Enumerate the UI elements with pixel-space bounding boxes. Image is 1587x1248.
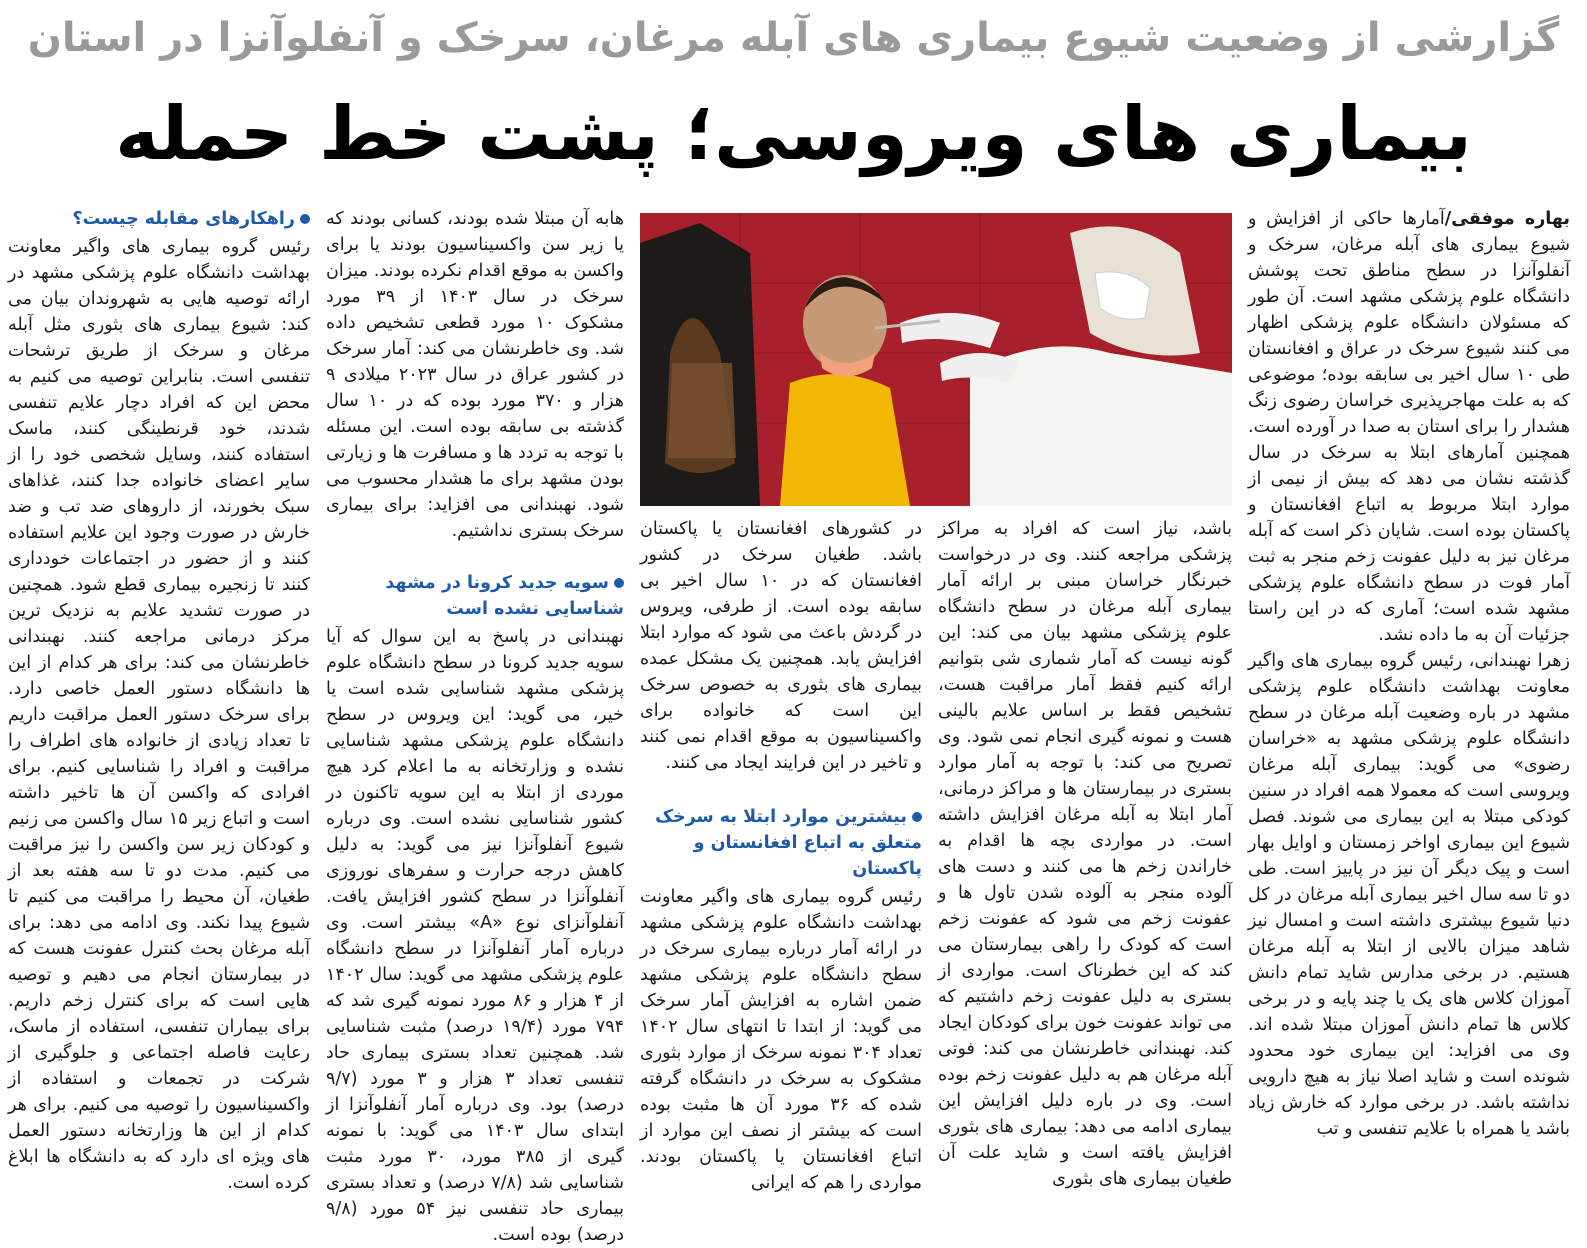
col3-paragraph-2: رئیس گروه بیماری های واگیر معاونت بهداشت دانشگاه علوم پزشکی مشهد در ارائه آمار درباره بیماری سرخک در سطح دانشگاه علوم پزشکی مشهد ضمن اشاره به افزایش آمار سرخک می گوید: از ابتدا تا انتهای سال ۱۴۰۲ تعداد ۳۰۴ نمونه سرخک از موارد بثوری مشکوک به سرخک در دانشگاه گرفته شده که ۳۶ مورد آن ها مثبت بوده است که بیشتر از نصف این موارد از اتباع افغانستان یا پاکستان بودند. مواردی را هم که ایرانی [640,887,923,1193]
photo-child-medical-exam-icon [640,213,1232,506]
bullet-icon [912,812,922,822]
article-column-3 [640,516,923,1193]
article-column-4 [326,206,625,1245]
article-photo [640,213,1232,506]
col5-paragraph-1: رئیس گروه بیماری های واگیر معاونت بهداشت دانشگاه علوم پزشکی مشهد در ارائه توصیه هایی به شهروندان بیان می کند: شیوع بیماری های بثوری مثل آبله مرغان و سرخک از طریق ترشحات تنفسی است. بنابراین توصیه می کنیم به محض این که افراد دچار علایم تنفسی شدند، خود قرنطینگی کنند، ماسک استفاده کنند، وسایل شخصی خود را از سایر اعضای خانواده جدا کنند، غذاهای سبک بخورند، از داروهای ضد تب و ضد خارش در صورت وجود این علایم استفاده کنند و از حضور در اجتماعات خودداری کنند تا زنجیره بیماری قطع شود. همچنین در صورت تشدید علایم به نزدیک ترین مرکز درمانی مراجعه کنند. نهبندانی خاطرنشان می کند: برای هر کدام از این ها دانشگاه دستور العمل خاصی دارد. برای سرخک دستور العمل مراقبت داریم تا تعداد زیادی از خانواده های اطراف را مراقبت و افراد را شناسایی کنیم. برای افرادی که واکسن آن ها تاخیر داشته است و اتباع زیر ۱۵ سال واکسن می زنیم و کودکان زیر سن واکسن را نیز مراقبت می کنیم. مدت دو تا سه هفته بعد از طغیان، آن محیط را مراقبت می کنیم تا شیوع پیدا نکند. وی ادامه می دهد: برای آبله مرغان بحث کنترل عفونت هست که در بیمارستان انجام می دهیم و توصیه هایی است که برای کنترل زخم داریم. برای بیماران تنفسی، استفاده از ماسک، رعایت فاصله اجتماعی و جلوگیری از شرکت در تجمعات و استفاده از واکسیناسیون را توصیه می کنیم. برای هر کدام از این ها وزارتخانه دستور العمل های ویژه ای دارد که به دانشگاه ها ابلاغ کرده است. [8,237,310,1193]
subhead-corona-variant: سویه جدید کرونا در مشهد شناسایی نشده است [385,573,624,619]
article-column-1 [1248,206,1571,1139]
kicker-title: گزارشی از وضعیت شیوع بیماری های آبله مرغان، سرخک و آنفلوآنزا در استان [27,15,1560,61]
article-column-2 [938,516,1232,1189]
headline: بیماری های ویروسی؛ پشت خط حمله [115,91,1472,177]
col2-paragraph-1: باشد، نیاز است که افراد به مراکز پزشکی مراجعه کنند. وی در درخواست خبرنگار خراسان مبنی بر ارائه آمار بیماری آبله مرغان در سطح دانشگاه علوم پزشکی مشهد بیان می کند: این گونه نیست که آمار شماری شی بتوانیم ارائه کنیم فقط آمار مراقبت هست، تشخیص فقط بر اساس علایم بالینی هست و نمونه گیری انجام نمی شود. وی تصریح می کند: با توجه به آمار موارد بستری در بیمارستان ها و مراکز درمانی، آمار ابتلا به آبله مرغان افزایش داشته است. در مواردی بچه ها اقدام به خاراندن زخم ها می کنند و دست های آلوده منجر به آلوده شدن تاول ها و عفونت زخم می شود که عفونت زخم است که کودک را راهی بیمارستان می کند که این خطرناک است. مواردی از بستری به دلیل عفونت زخم داشتیم که می تواند عفونت خون برای کودکان ایجاد کند. نهبندانی خاطرنشان می کند: فوتی آبله مرغان هم به دلیل عفونت زخم بوده است. وی در باره دلیل افزایش این بیماری ادامه می دهد: بیماری های بثوری افزایش یافته است و شاید علت آن طغیان بیماری های بثوری [938,519,1232,1189]
article-column-5 [8,206,310,1193]
col4-paragraph-1: هابه آن مبتلا شده بودند، کسانی بودند که یا زیر سن واکسیناسیون بودند یا برای واکسن به موقع اقدام نکرده بودند. میزان سرخک در سال ۱۴۰۳ از ۳۹ مورد مشکوک ۱۰ مورد قطعی تشخیص داده شد. وی خاطرنشان می کند: آمار سرخک در کشور عراق در سال ۲۰۲۳ میلادی ۹ هزار و ۳۷۰ مورد بوده که در ۱۰ سال گذشته بی سابقه بوده است. این مسئله با توجه به تردد ها و مسافرت ها و زیارتی بودن مشهد برای ما هشدار محسوب می شود. نهبندانی می افزاید: برای بیماری سرخک بستری نداشتیم. [326,209,625,541]
col1-paragraph-2: زهرا نهبندانی، رئیس گروه بیماری های واگیر معاونت بهداشت دانشگاه علوم پزشکی مشهد در باره وضعیت آبله مرغان در سطح دانشگاه علوم پزشکی مشهد به «خراسان رضوی» می گوید: بیماری آبله مرغان ویروسی است که معمولا همه افراد در سنین کودکی مبتلا به این بیماری می شوند. فصل شیوع این بیماری اواخر زمستان و اوایل بهار است و پیک دیگر آن نیز در پاییز است. طی دو تا سه سال اخیر بیماری آبله مرغان در کل دنیا شیوع بیشتری داشته است و امسال نیز شاهد میزان بالایی از ابتلا به آبله مرغان هستیم. در برخی مدارس شاید تمام دانش آموزان کلاس های یک یا چند پایه و در برخی کلاس ها تمام دانش آموزان مبتلا شده اند. وی می افزاید: این بیماری خود محدود شونده است و شاید اصلا نیاز به هیچ دارویی نداشته باشد. در برخی موارد که خارش زیاد باشد یا همراه با علایم تنفسی و تب [1248,651,1570,1139]
subhead-solutions: راهکارهای مقابله چیست؟ [8,206,310,232]
bullet-icon [614,578,624,588]
col1-paragraph-1: آمارها حاکی از افزایش و شیوع بیماری های آبله مرغان، سرخک و آنفلوآنزا در سطح مناطق تحت پوشش دانشگاه علوم پزشکی مشهد است. آن طور که مسئولان دانشگاه علوم پزشکی اظهار می کنند شیوع سرخک در عراق و افغانستان طی ۱۰ سال اخیر بی سابقه بوده؛ موضوعی که به علت مهاجرپذیری خراسان رضوی زنگ هشدار را برای استان به صدا در آورده است. همچنین آمارهای ابتلا به سرخک در سال گذشته نشان می دهد که بیش از نیمی از موارد ابتلا مربوط به اتباع افغانستان و پاکستان بوده است. شایان ذکر است که آبله مرغان نیز به دلیل عفونت زخم منجر به ثبت آمار فوت در سطح دانشگاه علوم پزشکی مشهد شده است؛ آماری که در این راستا جزئیات آن به ما داده نشد. [1248,209,1571,645]
author-byline: بهاره موفقی/ [1444,209,1570,229]
subhead-afghan-pakistan: بیشترین موارد ابتلا به سرخک متعلق به اتباع افغانستان و پاکستان [655,807,922,879]
col4-paragraph-2: نهبندانی در پاسخ به این سوال که آیا سویه جدید کرونا در سطح دانشگاه علوم پزشکی مشهد شناسایی شده است یا خیر، می گوید: این ویروس در سطح دانشگاه علوم پزشکی مشهد شناسایی نشده و وزارتخانه به ما اعلام کرد هیچ موردی از ابتلا به این سویه تاکنون در کشور شناسایی نشده است. وی درباره شیوع آنفلوآنزا نیز می گوید: به دلیل کاهش درجه حرارت و سفرهای نوروزی آنفلوآنزا در سطح کشور افزایش یافت. آنفلوآنزای نوع «A» بیشتر است. وی درباره آمار آنفلوآنزا در سطح دانشگاه علوم پزشکی مشهد می گوید: سال ۱۴۰۲ از ۴ هزار و ۸۶ مورد نمونه گیری شد که ۷۹۴ مورد (۱۹/۴ درصد) مثبت شناسایی شد. همچنین تعداد بستری بیماری حاد تنفسی تعداد ۳ هزار و ۳ مورد (۹/۷ درصد) بود. وی درباره آمار آنفلوآنزا از ابتدای سال ۱۴۰۳ می گوید: با نمونه گیری از ۳۸۵ مورد، ۳۰ مورد مثبت شناسایی شد (۷/۸ درصد) و تعداد بستری بیماری حاد تنفسی نیز ۵۴ مورد (۹/۸ درصد) بوده است. [326,627,625,1245]
col3-paragraph-1: در کشورهای افغانستان یا پاکستان باشد. طغیان سرخک در کشور افغانستان که در ۱۰ سال اخیر بی سابقه بوده است. از طرفی، ویروس در گردش باعث می شود که موارد ابتلا افزایش یابد. همچنین یک مشکل عمده بیماری های بثوری به خصوص سرخک این است که خانواده برای واکسیناسیون به موقع اقدام نمی کنند و تاخیر در این فرایند ایجاد می کنند. [640,519,922,773]
bullet-icon [300,214,310,224]
